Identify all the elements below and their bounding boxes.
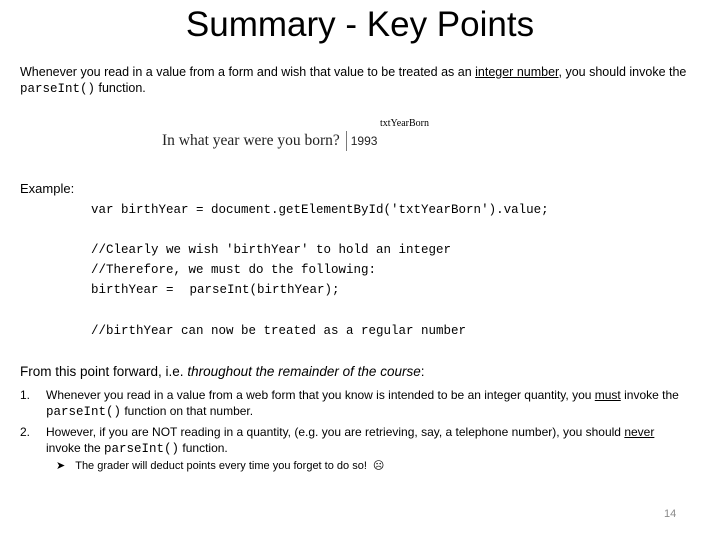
list-item-number: 1.: [20, 388, 31, 402]
list-item: [20, 424, 680, 457]
intro-text-1: Whenever you read in a value from a form and wish that value to be treated as an: [20, 65, 476, 79]
example-label: Example:: [20, 181, 75, 196]
list-item-text-2: invoke the: [620, 388, 679, 402]
form-sample: [162, 130, 411, 152]
sub-bullet: [56, 459, 384, 472]
slide-title: Summary - Key Points: [185, 5, 535, 44]
list-item-text-1: Whenever you read in a value from a web form that you know is intended to be an integer quantity, you: [46, 388, 595, 402]
code-line-2: //Clearly we wish 'birthYear' to hold an integer: [91, 243, 452, 257]
list-item-text: [46, 387, 680, 420]
forward-italic: throughout the remainder of the course: [187, 364, 421, 379]
forward-text-1: From this point forward, i.e.: [20, 364, 188, 379]
list-item-text-1: However, if you are NOT reading in a quantity, (e.g. you are retrieving, say, a telephone number), you should: [46, 425, 625, 439]
form-question: In what year were you born?: [162, 132, 340, 149]
list-item-text-2: invoke the: [46, 441, 105, 455]
list-item-text: [46, 424, 680, 457]
code-line-1: var birthYear = document.getElementById('txtYearBorn').value;: [91, 203, 549, 217]
list-item-underline: never: [624, 425, 655, 439]
year-born-input: 1993: [346, 131, 411, 151]
list-item-code: parseInt(): [104, 442, 180, 456]
forward-heading: [20, 364, 424, 379]
code-line-4: [91, 282, 340, 298]
code-line-3: //Therefore, we must do the following:: [91, 263, 377, 277]
rules-list: [20, 387, 680, 461]
code-line-4-rhs: parseInt(birthYear);: [189, 283, 340, 297]
intro-code: parseInt(): [20, 82, 96, 96]
list-item-number: 2.: [20, 425, 31, 439]
arrow-bullet-icon: ➤: [56, 460, 66, 472]
forward-text-2: :: [420, 364, 425, 379]
list-item-text-3: function on that number.: [121, 404, 254, 418]
list-item-text-3: function.: [179, 441, 228, 455]
list-item-underline: must: [594, 388, 621, 402]
intro-paragraph: [20, 64, 700, 97]
list-item: [20, 387, 680, 420]
intro-underlined: integer number: [475, 65, 559, 79]
intro-text-2: , you should invoke the: [558, 65, 687, 79]
list-item-code: parseInt(): [46, 405, 122, 419]
code-line-5: //birthYear can now be treated as a regular number: [91, 324, 467, 338]
frown-icon: ☹: [372, 460, 385, 472]
page-number: 14: [664, 508, 677, 520]
code-line-4-lhs: birthYear =: [91, 283, 174, 297]
intro-text-3: function.: [95, 81, 146, 95]
field-id-label: txtYearBorn: [380, 118, 429, 129]
sub-bullet-text: The grader will deduct points every time you forget to do so!: [75, 459, 367, 472]
